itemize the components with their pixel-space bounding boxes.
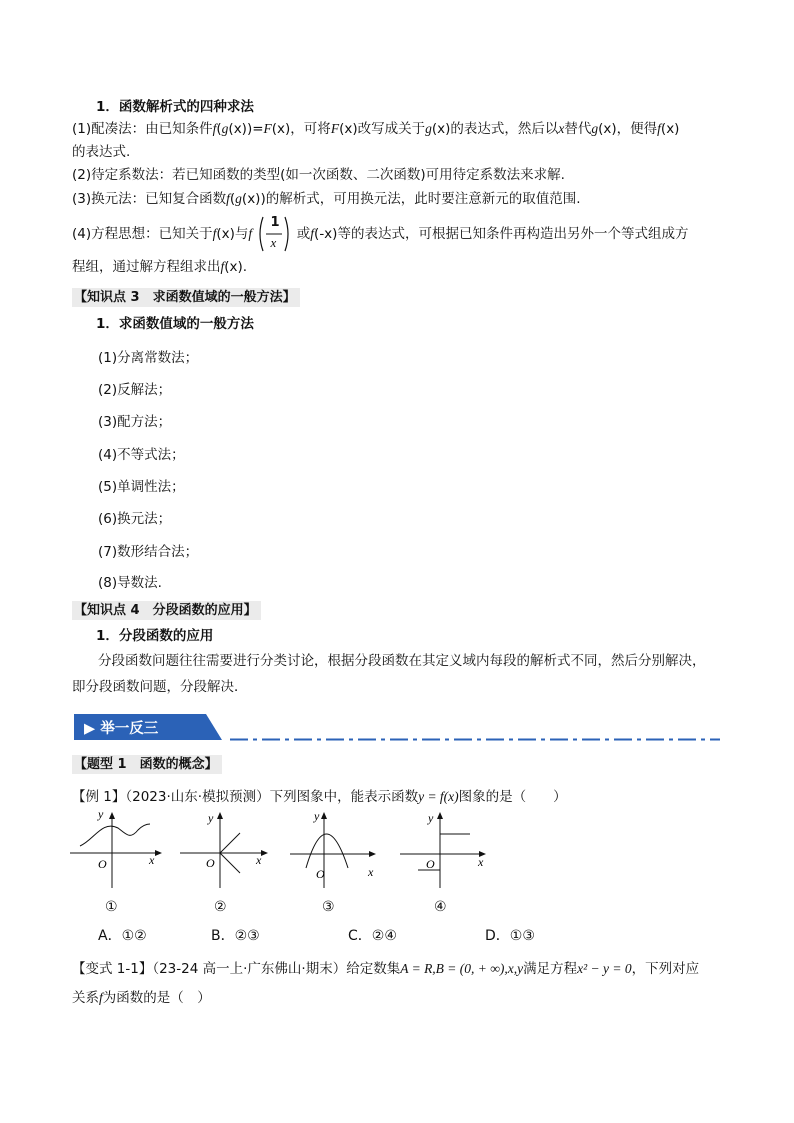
graph-2-origin-label: O (206, 856, 215, 870)
sec1-heading: 1．函数解析式的四种求法 (96, 99, 254, 115)
kp3-list-item: (5)单调性法； (98, 479, 185, 495)
graph-3-y-label: y (314, 809, 320, 823)
method-2-line: (2)待定系数法：若已知函数的类型(如一次函数、二次函数)可用待定系数法来求解. (72, 167, 565, 183)
graph-1-caption: ① (105, 899, 118, 915)
section-divider-dashed-line (230, 738, 720, 741)
knowledge-point-3-tag: 【知识点 3 求函数值域的一般方法】 (72, 288, 300, 307)
play-triangle-icon: ▶ (84, 721, 96, 737)
variation-1-1-question: 【变式 1-1】（23-24 高一上·广东佛山·期末）给定数集A = R,B = (0, + ∞),x,y满足方程x² − y = 0，下列对应 (72, 961, 700, 977)
knowledge-point-4-tag: 【知识点 4 分段函数的应用】 (72, 601, 261, 620)
graph-1 (66, 808, 166, 890)
banner-label: ▶ 举一反三 (84, 721, 159, 737)
kp3-list-item: (6)换元法； (98, 511, 172, 527)
kp3-list-item: (2)反解法； (98, 382, 172, 398)
graph-1-origin-label: O (98, 857, 107, 871)
kp3-list-item: (1)分离常数法； (98, 350, 199, 366)
graph-2-x-label: x (256, 853, 262, 867)
graph-4-caption: ④ (434, 899, 447, 915)
option-b: B．②③ (211, 928, 260, 944)
graph-4-origin-label: O (426, 857, 435, 871)
question-type-1-tag: 【题型 1 函数的概念】 (72, 755, 222, 774)
method-1-line-2: 的表达式. (72, 144, 131, 160)
graph-2 (176, 808, 276, 890)
example-1-question: 【例 1】（2023·山东·模拟预测）下列图象中，能表示函数y = f(x)图象的是（ ） (72, 789, 567, 805)
graph-2-caption: ② (214, 899, 227, 915)
option-c: C．②④ (348, 928, 397, 944)
method-4-line-2: 程组，通过解方程组求出f(x). (72, 259, 248, 275)
kp3-list-item: (7)数形结合法； (98, 544, 199, 560)
graph-3-x-label: x (368, 865, 374, 879)
fraction-one-over-x: 1 x (256, 214, 292, 254)
kp4-paragraph-line-2: 即分段函数问题，分段解决． (72, 679, 248, 695)
graph-3 (286, 808, 386, 890)
method-3-line: (3)换元法：已知复合函数f(g(x))的解析式，可用换元法，此时要注意新元的取值范围. (72, 191, 581, 207)
method-1-line: (1)配凑法：由已知条件f(g(x))=F(x)，可将F(x)改写成关于g(x)的表达式，然后以x替代g(x)，便得f(x) (72, 121, 680, 137)
graph-3-origin-label: O (316, 867, 325, 881)
graph-1-y-label: y (98, 808, 104, 821)
kp3-list-item: (3)配方法； (98, 414, 172, 430)
graph-4-x-label: x (478, 855, 484, 869)
graph-4 (396, 808, 496, 890)
variation-1-1-question-line-2: 关系f为函数的是（ ） (72, 990, 211, 1006)
method-4-line: (4)方程思想：已知关于f(x)与f 1 x 或f(-x)等的表达式，可根据已知条件再构造出另外一个等式组成方 (72, 214, 688, 254)
graph-3-caption: ③ (322, 899, 335, 915)
graph-4-y-label: y (428, 811, 434, 825)
option-a: A．①② (98, 928, 147, 944)
kp3-heading: 1．求函数值域的一般方法 (96, 316, 254, 332)
kp3-list-item: (4)不等式法； (98, 447, 185, 463)
graph-2-y-label: y (208, 811, 214, 825)
kp3-list-item: (8)导数法. (98, 575, 162, 591)
option-d: D．①③ (485, 928, 535, 944)
section-banner (74, 714, 222, 740)
kp4-heading: 1．分段函数的应用 (96, 628, 214, 644)
kp4-paragraph-line-1: 分段函数问题往往需要进行分类讨论，根据分段函数在其定义域内每段的解析式不同，然后分别解决， (98, 653, 706, 669)
graph-1-x-label: x (149, 853, 155, 867)
